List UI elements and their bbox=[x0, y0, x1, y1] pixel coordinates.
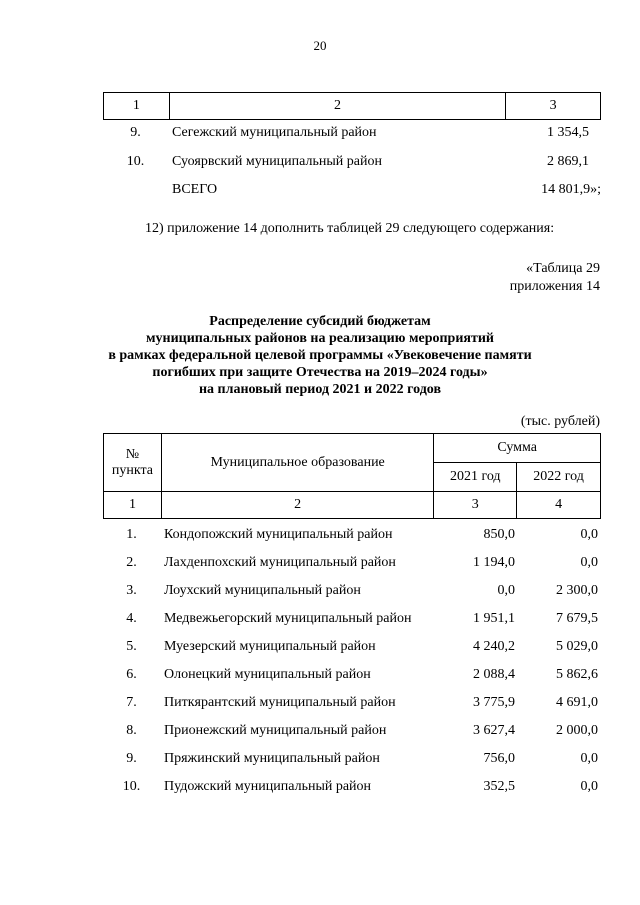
row-value-2022: 2 300,0 bbox=[556, 583, 598, 598]
row-name: Питкярантский муниципальный район bbox=[164, 695, 396, 710]
header-number-line1: № bbox=[125, 446, 140, 462]
row-value-2021: 0,0 bbox=[497, 583, 515, 598]
row-number: 1. bbox=[126, 527, 137, 542]
row-name: Медвежьегорский муниципальный район bbox=[164, 611, 412, 626]
table-row bbox=[103, 779, 601, 803]
table-caption-line1: «Таблица 29 bbox=[526, 261, 600, 276]
row-value-2021: 850,0 bbox=[483, 527, 515, 542]
row-number: 5. bbox=[126, 639, 137, 654]
row-name: Лоухский муниципальный район bbox=[164, 583, 361, 598]
table-row bbox=[103, 555, 601, 579]
top-col-2: 2 bbox=[169, 93, 506, 120]
top-table-total-row bbox=[103, 182, 601, 206]
row-number: 9. bbox=[130, 125, 141, 140]
table-row bbox=[103, 527, 601, 551]
title-line-5: на плановый период 2021 и 2022 годов bbox=[198, 382, 442, 397]
row-value-2021: 352,5 bbox=[483, 779, 515, 794]
row-value-2021: 1 951,1 bbox=[473, 611, 515, 626]
row-name: Лахденпохский муниципальный район bbox=[164, 555, 396, 570]
header-number-cell bbox=[104, 434, 162, 492]
main-table-header bbox=[103, 433, 601, 519]
row-value-2022: 0,0 bbox=[580, 751, 598, 766]
header-name-cell: Муниципальное образование bbox=[161, 434, 433, 492]
row-number: 6. bbox=[126, 667, 137, 682]
total-label: ВСЕГО bbox=[172, 182, 218, 197]
amendment-paragraph: 12) приложение 14 дополнить таблицей 29 следующего содержания: bbox=[145, 221, 555, 236]
row-value: 2 869,1 bbox=[547, 154, 589, 169]
row-value-2022: 0,0 bbox=[580, 555, 598, 570]
row-value-2021: 756,0 bbox=[483, 751, 515, 766]
row-value-2022: 2 000,0 bbox=[556, 723, 598, 738]
row-value-2022: 0,0 bbox=[580, 527, 598, 542]
row-value-2022: 7 679,5 bbox=[556, 611, 598, 626]
row-number: 2. bbox=[126, 555, 137, 570]
table-row bbox=[103, 611, 601, 635]
total-value: 14 801,9»; bbox=[541, 182, 601, 197]
table-row bbox=[103, 723, 601, 747]
col-number-2: 2 bbox=[161, 492, 433, 519]
row-number: 7. bbox=[126, 695, 137, 710]
title-line-4: погибших при защите Отечества на 2019–2024 годы» bbox=[152, 365, 488, 380]
top-col-1: 1 bbox=[104, 93, 170, 120]
row-value-2021: 1 194,0 bbox=[473, 555, 515, 570]
row-name: Пряжинский муниципальный район bbox=[164, 751, 380, 766]
table-row bbox=[103, 583, 601, 607]
row-value-2021: 3 627,4 bbox=[473, 723, 515, 738]
row-name: Сегежский муниципальный район bbox=[172, 125, 377, 140]
row-number: 3. bbox=[126, 583, 137, 598]
top-table-row bbox=[103, 154, 601, 178]
row-value-2022: 0,0 bbox=[580, 779, 598, 794]
row-value-2022: 4 691,0 bbox=[556, 695, 598, 710]
page-number: 20 bbox=[313, 38, 327, 53]
row-number: 10. bbox=[126, 154, 145, 169]
row-number: 9. bbox=[126, 751, 137, 766]
row-name: Олонецкий муниципальный район bbox=[164, 667, 371, 682]
row-value-2021: 2 088,4 bbox=[473, 667, 515, 682]
document-title bbox=[0, 313, 640, 398]
title-line-1: Распределение субсидий бюджетам bbox=[209, 314, 431, 329]
header-year-2022: 2022 год bbox=[517, 463, 601, 492]
col-number-4: 4 bbox=[517, 492, 601, 519]
row-value-2021: 3 775,9 bbox=[473, 695, 515, 710]
table-caption bbox=[510, 260, 600, 296]
row-value-2022: 5 862,6 bbox=[556, 667, 598, 682]
table-row bbox=[103, 639, 601, 663]
table-row bbox=[103, 695, 601, 719]
row-value-2022: 5 029,0 bbox=[556, 639, 598, 654]
title-line-3: в рамках федеральной целевой программы «Увековечение памяти bbox=[108, 348, 532, 363]
col-number-3: 3 bbox=[434, 492, 517, 519]
top-col-3: 3 bbox=[506, 93, 601, 120]
row-name: Пудожский муниципальный район bbox=[164, 779, 372, 794]
row-value-2021: 4 240,2 bbox=[473, 639, 515, 654]
table-row bbox=[103, 751, 601, 775]
col-number-1: 1 bbox=[104, 492, 162, 519]
table-row bbox=[103, 667, 601, 691]
row-number: 8. bbox=[126, 723, 137, 738]
title-line-2: муниципальных районов на реализацию мероприятий bbox=[146, 331, 494, 346]
units-label: (тыс. рублей) bbox=[520, 414, 600, 429]
row-number: 10. bbox=[122, 779, 141, 794]
header-year-2021: 2021 год bbox=[434, 463, 517, 492]
header-sum-cell: Сумма bbox=[434, 434, 601, 463]
row-name: Суоярвский муниципальный район bbox=[172, 154, 382, 169]
row-name: Кондопожский муниципальный район bbox=[164, 527, 393, 542]
top-table-row bbox=[103, 125, 601, 149]
row-name: Прионежский муниципальный район bbox=[164, 723, 387, 738]
header-number-line2: пункта bbox=[111, 462, 154, 478]
top-table-header bbox=[103, 92, 601, 120]
row-number: 4. bbox=[126, 611, 137, 626]
table-caption-line2: приложения 14 bbox=[509, 279, 600, 294]
row-name: Муезерский муниципальный район bbox=[164, 639, 376, 654]
row-value: 1 354,5 bbox=[547, 125, 589, 140]
